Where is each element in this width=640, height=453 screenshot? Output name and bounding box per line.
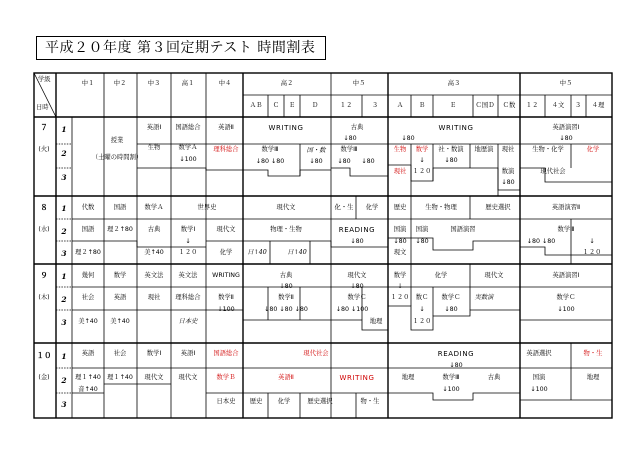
timetable-cell-d10-k3-3: 地理 bbox=[401, 374, 415, 381]
timetable-cell-d8-c2-2: 理２↑80 bbox=[107, 226, 133, 233]
col-header: 中４ bbox=[218, 80, 232, 87]
timetable-cell-d7-c3-1: 英語Ⅰ bbox=[146, 124, 162, 131]
col-header: 高２ bbox=[280, 80, 294, 87]
timetable-cell-d10-k1-1: 英語Ⅰ bbox=[180, 350, 196, 357]
timetable-cell-d8-c5b-2: 数学Ⅲ bbox=[557, 226, 575, 233]
timetable-cell-d7-k3-10: 地歴演 bbox=[474, 146, 494, 153]
timetable-cell-d7-c3-2: 生物 bbox=[147, 144, 161, 151]
timetable-cell-d7-k3-8: 社・数演 bbox=[438, 146, 464, 153]
timetable-cell-d7-c5b-1: 英語演習Ⅰ bbox=[552, 124, 580, 131]
timetable-cell-d10-k2-2: 英語Ⅱ bbox=[278, 374, 294, 381]
timetable-cell-d8-k2-3: 日↑40 bbox=[247, 249, 267, 256]
timetable-cell-d8-k2-2: 物理・生物 bbox=[270, 226, 302, 233]
timetable-cell-d9-c1-1: 幾何 bbox=[81, 272, 95, 279]
timetable-cell-d7-c5-5: ↓80 bbox=[361, 158, 375, 165]
timetable-cell-d9-c5-3: 数学Ｃ bbox=[347, 294, 367, 301]
col-header: 中２ bbox=[113, 80, 127, 87]
timetable-cell-d9-c5-5: 地理 bbox=[369, 318, 383, 325]
day-dow: (水) bbox=[38, 226, 50, 233]
timetable-cell-d8-k2-1: 現代文 bbox=[276, 204, 296, 211]
sub-header: Ｂ bbox=[418, 102, 426, 109]
timetable-cell-d8-c3-1: 数学Ａ bbox=[144, 204, 164, 211]
timetable-cell-d10-c4-1: 国語総合 bbox=[213, 350, 239, 357]
timetable-cell-d8-k3-8: 国語演習 bbox=[450, 226, 476, 233]
timetable-cell-d7-k1-3: ↓100 bbox=[179, 156, 197, 163]
sub-header: １２ bbox=[339, 102, 353, 109]
timetable-cell-d9-k2-2: ↓80 bbox=[279, 283, 293, 290]
timetable-cell-d8-k1-2: 数学Ⅰ bbox=[180, 226, 196, 233]
timetable-cell-d8-c1-2: 国語 bbox=[81, 226, 95, 233]
day-date: ７ bbox=[40, 123, 48, 132]
timetable-cell-d7-c12-b: （土曜の時間割） bbox=[91, 154, 143, 161]
timetable-cell-d9-c5-4: ↓80 ↓100 bbox=[335, 306, 369, 313]
timetable-cell-d9-c4-1: WRITING bbox=[212, 272, 240, 279]
timetable-cell-d10-k3-4: 数学Ⅲ bbox=[442, 374, 460, 381]
timetable-cell-d7-c12-a: 授業 bbox=[110, 137, 124, 144]
timetable-cell-d7-k2-5: ↓80 bbox=[309, 158, 323, 165]
period-number: 2 bbox=[61, 376, 67, 385]
timetable-cell-d7-k3-7: １２０ bbox=[412, 168, 432, 175]
period-number: 2 bbox=[61, 227, 67, 236]
timetable-cell-d9-k2-1: 古典 bbox=[279, 272, 293, 279]
period-number: 3 bbox=[61, 318, 67, 327]
timetable-cell-d10-c2-2: 理１↑40 bbox=[107, 374, 133, 381]
timetable-cell-d9-c1-2: 社会 bbox=[81, 294, 95, 301]
timetable-cell-d8-k3-5: ↓80 bbox=[393, 238, 407, 245]
period-number: 3 bbox=[61, 173, 67, 182]
period-number: 1 bbox=[61, 352, 67, 361]
sub-header: Ｃ国Ｄ bbox=[475, 102, 495, 109]
timetable-cell-d9-k2-3: 数学Ⅱ bbox=[278, 294, 294, 301]
timetable-cell-d8-k3-3: 歴史選択 bbox=[485, 204, 511, 211]
day-dow: (金) bbox=[38, 374, 50, 381]
timetable-cell-d9-c3-2: 現社 bbox=[147, 294, 161, 301]
timetable-cell-d9-k3-3: １２０ bbox=[390, 294, 410, 301]
timetable-cell-d9-k3-10: ↓80 bbox=[444, 306, 458, 313]
sub-header: Ｃ bbox=[272, 102, 280, 109]
col-header: 高１ bbox=[181, 80, 195, 87]
timetable-cell-d8-c1-1: 代数 bbox=[81, 204, 95, 211]
timetable-cell-d7-k1-1: 国語総合 bbox=[175, 124, 201, 131]
timetable-cell-d7-k3-2: ↓80 bbox=[401, 135, 415, 142]
timetable-cell-d10-c5b-5: 地理 bbox=[586, 374, 600, 381]
timetable-cell-d7-k3-6: 現社 bbox=[393, 168, 407, 175]
timetable-cell-d8-c5b-4: ↓ bbox=[589, 238, 595, 245]
timetable-cell-d7-k3-3: 生物 bbox=[393, 146, 407, 153]
timetable-cell-d9-k3-6: 数Ｃ bbox=[415, 294, 429, 301]
col-header: 高３ bbox=[447, 80, 461, 87]
period-number: 1 bbox=[61, 125, 67, 134]
timetable-cell-d8-c5-3: READING bbox=[338, 226, 376, 234]
timetable-cell-d8-k3-6: 国演 bbox=[415, 226, 429, 233]
timetable-cell-d8-k3-2: 生物・物理 bbox=[425, 204, 457, 211]
timetable-cell-d10-c3-1: 数学Ⅰ bbox=[146, 350, 162, 357]
sub-header: １２ bbox=[525, 102, 539, 109]
timetable-cell-d7-k2-3: ↓80 ↓80 bbox=[255, 158, 285, 165]
timetable-cell-d9-c5b-3: ↓100 bbox=[557, 306, 575, 313]
timetable-cell-d9-c2-3: 美↑40 bbox=[110, 318, 130, 325]
timetable-cell-d8-c5b-3: ↓80 ↓80 bbox=[526, 238, 556, 245]
sub-header: ４理 bbox=[591, 102, 605, 109]
timetable-cell-d8-k3-1: 歴史 bbox=[393, 204, 407, 211]
day-date: １０ bbox=[36, 351, 52, 360]
col-header: 中５ bbox=[559, 80, 573, 87]
timetable-cell-d9-k1-3: 日本史 bbox=[178, 318, 198, 325]
timetable-cell-d7-k1-2: 数学Ａ bbox=[178, 144, 198, 151]
timetable-cell-d10-k2-6: 歴史選択 bbox=[307, 398, 333, 405]
timetable-cell-d9-k3-5: 現代文 bbox=[484, 272, 504, 279]
timetable-cell-d7-c5-1: 古典 bbox=[350, 124, 364, 131]
timetable-cell-d7-c5b-4: 化学 bbox=[586, 146, 600, 153]
timetable-cell-d10-c5b-4: ↓100 bbox=[530, 386, 548, 393]
timetable-cell-d7-c4-2: 理科総合 bbox=[213, 146, 239, 153]
day-dow: (木) bbox=[38, 294, 50, 301]
timetable-cell-d9-k3-7: ↓ bbox=[419, 306, 425, 313]
timetable-cell-d8-c4-1: 現代文 bbox=[216, 226, 236, 233]
timetable-cell-d9-c1-3: 美↑40 bbox=[78, 318, 98, 325]
day-dow: (火) bbox=[38, 146, 50, 153]
timetable-cell-d7-k2-1: WRITING bbox=[268, 124, 304, 132]
timetable-cell-d9-c3-1: 英文法 bbox=[144, 272, 164, 279]
timetable-cell-d10-k2-4: 歴史 bbox=[249, 398, 263, 405]
timetable-cell-d10-c5b-2: 物・生 bbox=[583, 350, 603, 357]
timetable-cell-d10-k2-3: WRITING bbox=[339, 374, 375, 382]
timetable-cell-d7-k3-13: ↓80 bbox=[501, 179, 515, 186]
timetable-cell-d10-c4-2: 数学Ｂ bbox=[216, 374, 236, 381]
timetable-cell-d7-k3-4: 数学 bbox=[415, 146, 429, 153]
col-header: 中３ bbox=[147, 80, 161, 87]
timetable-cell-d10-k3-6: 古典 bbox=[487, 374, 501, 381]
timetable-cell-d7-k3-1: WRITING bbox=[438, 124, 474, 132]
timetable-cell-d9-k1-1: 英文法 bbox=[178, 272, 198, 279]
sub-header: ３ bbox=[574, 102, 582, 109]
timetable-cell-d9-c5-1: 現代文 bbox=[347, 272, 367, 279]
col-header: 中１ bbox=[81, 80, 95, 87]
timetable-cell-d7-k2-4: 国・数 bbox=[306, 147, 326, 154]
timetable-cell-d8-c4-2: 化学 bbox=[219, 249, 233, 256]
timetable-cell-d8-k3-7: ↓80 bbox=[415, 238, 429, 245]
sub-header: Ｅ bbox=[449, 102, 457, 109]
timetable-cell-d9-c5-2: ↓80 bbox=[350, 283, 364, 290]
timetable-cell-d9-c5b-2: 数学Ｃ bbox=[556, 294, 576, 301]
timetable-cell-d7-k3-12: 数演 bbox=[501, 168, 515, 175]
timetable-cell-d10-c1-2: 理１↑40 bbox=[75, 374, 101, 381]
day-date: ８ bbox=[40, 203, 48, 212]
timetable-cell-d8-c3-2: 古典 bbox=[147, 226, 161, 233]
timetable-cell-d8-c5b-1: 英語演習Ⅱ bbox=[551, 204, 581, 211]
timetable-cell-d8-k2-4: 日↑40 bbox=[287, 249, 307, 256]
timetable-cell-d8-c5-2: 化学 bbox=[365, 204, 379, 211]
timetable-cell-d8-k3-9: 現文 bbox=[393, 249, 407, 256]
sub-header: ４文 bbox=[551, 102, 565, 109]
page-title: 平成２０年度 第３回定期テスト 時間割表 bbox=[36, 36, 326, 60]
timetable-cell-d8-c5-1: 化・生 bbox=[334, 204, 354, 211]
timetable-cell-d10-c5b-1: 英語選択 bbox=[526, 350, 552, 357]
timetable-cell-d8-k1-4: １２０ bbox=[178, 249, 198, 256]
period-number: 2 bbox=[61, 149, 67, 158]
timetable-cell-d9-k3-1: 数学 bbox=[393, 272, 407, 279]
timetable-cell-d7-c4-1: 英語Ⅱ bbox=[218, 124, 234, 131]
timetable-cell-d10-k3-5: ↓100 bbox=[442, 386, 460, 393]
timetable-cell-d10-c1-3: 音↑40 bbox=[78, 386, 98, 393]
timetable-cell-d9-k3-2: ↓ bbox=[397, 283, 403, 290]
timetable-cell-d9-k3-11: 実数演 bbox=[474, 294, 494, 301]
timetable-cell-d10-c4-3: 日本史 bbox=[216, 398, 236, 405]
timetable-cell-d8-k3-4: 国演 bbox=[393, 226, 407, 233]
timetable-cell-d8-c5b-5: １２０ bbox=[582, 249, 602, 256]
timetable-cell-d9-k3-4: 化学 bbox=[434, 272, 448, 279]
timetable-cell-d7-k3-11: 現社 bbox=[501, 146, 515, 153]
timetable-cell-d9-c2-2: 英語 bbox=[113, 294, 127, 301]
sub-header: ３ bbox=[371, 102, 379, 109]
timetable-cell-d9-c4-3: ↓100 bbox=[217, 306, 235, 313]
timetable-cell-d7-k3-9: ↓80 bbox=[444, 157, 458, 164]
timetable-cell-d9-c2-1: 数学 bbox=[113, 272, 127, 279]
day-date: ９ bbox=[40, 271, 48, 280]
timetable-cell-d7-c5-2: ↓80 bbox=[343, 135, 357, 142]
timetable-cell-d10-c1-1: 英語 bbox=[81, 350, 95, 357]
timetable-cell-d10-c5b-3: 国演 bbox=[532, 374, 546, 381]
header-gakunen: 学級 bbox=[38, 76, 51, 83]
timetable-cell-d10-k1-2: 現代文 bbox=[178, 374, 198, 381]
timetable-cell-d9-c4-2: 数学Ⅱ bbox=[218, 294, 234, 301]
period-number: 3 bbox=[61, 400, 67, 409]
timetable-cell-d10-k3-1: READING bbox=[437, 350, 475, 358]
timetable-cell-d9-k2-4: ↓80 ↓80 ↓80 bbox=[264, 306, 308, 313]
sub-header: Ｄ bbox=[311, 102, 319, 109]
timetable-cell-d7-c5-4: ↓80 bbox=[337, 158, 351, 165]
period-number: 1 bbox=[61, 272, 67, 281]
sub-header: Ｃ数 bbox=[502, 102, 516, 109]
timetable-cell-d7-k2-2: 数学Ⅲ bbox=[261, 146, 279, 153]
timetable-cell-d9-c5b-1: 英語演習Ⅰ bbox=[552, 272, 580, 279]
sub-header: ＡＢ bbox=[249, 102, 263, 109]
timetable-cell-d8-k1-3: ↓ bbox=[185, 238, 191, 245]
timetable-cell-d10-k2-1: 現代社会 bbox=[303, 350, 329, 357]
timetable-cell-d7-c5-3: 数学Ⅲ bbox=[340, 146, 358, 153]
grid-lines bbox=[34, 73, 612, 418]
sub-header: Ｅ bbox=[288, 102, 296, 109]
col-header: 中５ bbox=[352, 80, 366, 87]
timetable-cell-d10-k3-2: ↓80 bbox=[449, 362, 463, 369]
timetable-cell-d7-k3-5: ↓ bbox=[419, 157, 425, 164]
timetable-cell-d8-c1-3: 理２↑80 bbox=[75, 249, 101, 256]
header-nichiji: 日時 bbox=[36, 104, 49, 111]
timetable-cell-d10-c2-1: 社会 bbox=[113, 350, 127, 357]
timetable-cell-d7-c5b-3: 生物・化学 bbox=[532, 146, 564, 153]
timetable-cell-d10-k2-7: 物・生 bbox=[360, 398, 380, 405]
timetable-cell-d9-k1-2: 理科総合 bbox=[175, 294, 201, 301]
period-number: 3 bbox=[61, 249, 67, 258]
timetable-cell-d7-c5b-2: ↓80 bbox=[559, 135, 573, 142]
timetable-cell-d10-c3-2: 現代文 bbox=[144, 374, 164, 381]
timetable-cell-d9-k3-9: 数学Ｃ bbox=[441, 294, 461, 301]
timetable-cell-d7-c5b-5: 現代社会 bbox=[540, 168, 566, 175]
period-number: 1 bbox=[61, 204, 67, 213]
timetable-cell-d10-k2-5: 化学 bbox=[277, 398, 291, 405]
timetable-cell-d8-c5-4: ↓80 bbox=[350, 238, 364, 245]
timetable-cell-d8-k1-1: 世界史 bbox=[197, 204, 217, 211]
timetable-cell-d8-c3-3: 美↑40 bbox=[144, 249, 164, 256]
sub-header: Ａ bbox=[396, 102, 404, 109]
period-number: 2 bbox=[61, 295, 67, 304]
timetable-cell-d8-c2-1: 国語 bbox=[113, 204, 127, 211]
timetable-cell-d9-k3-8: １２０ bbox=[412, 318, 432, 325]
